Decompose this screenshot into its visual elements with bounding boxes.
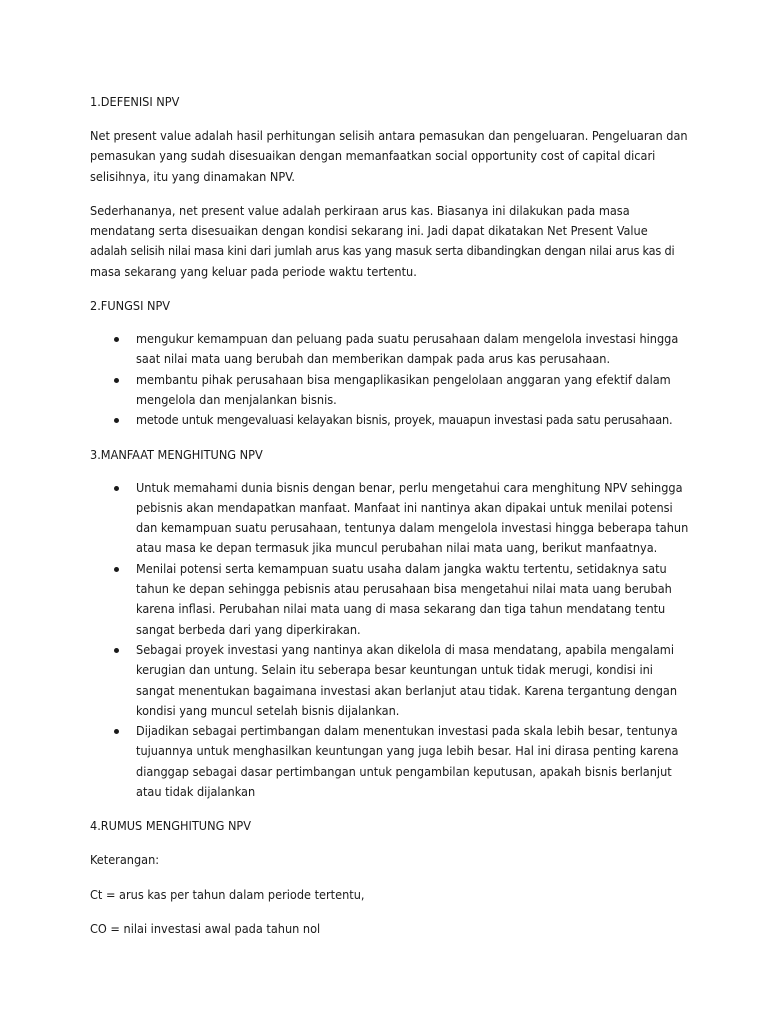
text-line: tahun ke depan sehingga pebisnis atau perusahaan bisa mengetahui nilai mata uang berubah [136, 581, 672, 597]
text-line: adalah selisih nilai masa kini dari jumlah arus kas yang masuk serta dibandingkan dengan nilai arus kas di [90, 243, 675, 259]
text-line: mendatang serta disesuaikan dengan kondisi sekarang ini. Jadi dapat dikatakan Net Present Value [90, 223, 648, 239]
text-line: masa sekarang yang keluar pada periode waktu tertentu. [90, 263, 417, 279]
list-item [90, 329, 688, 370]
text-line: Sebagai proyek investasi yang nantinya akan dikelola di masa mendatang, apabila mengalami [136, 641, 674, 657]
bullet-icon [114, 337, 119, 342]
text-line: mengelola dan menjalankan bisnis. [136, 391, 337, 407]
bullet-icon [114, 648, 119, 653]
text-line: karena inflasi. Perubahan nilai mata uang di masa sekarang dan tiga tahun mendatang tentu [136, 601, 666, 617]
section-heading-definisi: 1.DEFENISI NPV [90, 94, 180, 109]
text-line: sangat menentukan bagaimana investasi akan berlanjut atau tidak. Karena tergantung dengan [136, 682, 678, 698]
section-heading-rumus: 4.RUMUS MENGHITUNG NPV [90, 818, 252, 834]
list-item [90, 721, 688, 802]
paragraph-definisi-2 [90, 201, 688, 282]
text-line: Net present value adalah hasil perhitungan selisih antara pemasukan dan pengeluaran. Pengeluaran dan [90, 128, 688, 143]
text-line: selisihnya, itu yang dinamakan NPV. [90, 168, 295, 184]
keterangan-label: Keterangan: [90, 852, 160, 868]
list-item [90, 640, 688, 721]
fungsi-list [90, 329, 688, 430]
list-item [90, 370, 688, 411]
text-line: kondisi yang muncul setelah bisnis dijalankan. [136, 702, 400, 718]
text-line: metode untuk mengevaluasi kelayakan bisnis, proyek, mauapun investasi pada satu perusahaan. [136, 412, 673, 428]
list-item [90, 478, 688, 559]
list-item [90, 559, 688, 640]
text-line: dianggap sebagai dasar pertimbangan untuk pengambilan keputusan, apakah bisnis berlanjut [136, 763, 672, 779]
text-line: mengukur kemampuan dan peluang pada suatu perusahaan dalam mengelola investasi hingga [136, 331, 679, 347]
list-item [90, 410, 688, 430]
section-heading-fungsi: 2.FUNGSI NPV [90, 298, 171, 314]
text-line: tujuannya untuk menghasilkan keuntungan yang juga lebih besar. Hal ini dirasa penting karena [136, 743, 679, 759]
definition-ct: Ct = arus kas per tahun dalam periode tertentu, [90, 886, 365, 902]
text-line: saat nilai mata uang berubah dan memberikan dampak pada arus kas perusahaan. [136, 351, 611, 367]
bullet-icon [114, 418, 119, 423]
text-line: Untuk memahami dunia bisnis dengan benar, perlu mengetahui cara menghitung NPV sehingga [136, 479, 683, 495]
bullet-icon [114, 486, 119, 491]
text-line: membantu pihak perusahaan bisa mengaplikasikan pengelolaan anggaran yang efektif dalam [136, 371, 671, 387]
text-line: atau masa ke depan termasuk jika muncul perubahan nilai mata uang, berikut manfaatnya. [136, 540, 658, 556]
text-line: dan kemampuan suatu perusahaan, tentunya dalam mengelola investasi hingga beberapa tahun [136, 520, 689, 536]
manfaat-list [90, 478, 688, 803]
text-line: Dijadikan sebagai pertimbangan dalam menentukan investasi pada skala lebih besar, tentunya [136, 723, 678, 739]
bullet-icon [114, 567, 119, 572]
text-line: sangat berbeda dari yang diperkirakan. [136, 621, 361, 637]
text-line: Menilai potensi serta kemampuan suatu usaha dalam jangka waktu tertentu, setidaknya satu [136, 560, 667, 576]
paragraph-definisi-1 [90, 126, 688, 187]
text-line: pebisnis akan mendapatkan manfaat. Manfaat ini nantinya akan dipakai untuk menilai potensi [136, 499, 673, 515]
text-line: atau tidak dijalankan [136, 784, 256, 800]
text-line: Sederhananya, net present value adalah perkiraan arus kas. Biasanya ini dilakukan pada masa [90, 202, 630, 218]
text-line: kerugian dan untung. Selain itu seberapa besar keuntungan untuk tidak merugi, kondisi ini [136, 662, 653, 678]
bullet-icon [114, 729, 119, 734]
section-heading-manfaat: 3.MANFAAT MENGHITUNG NPV [90, 446, 263, 462]
text-line: pemasukan yang sudah disesuaikan dengan memanfaatkan social opportunity cost of capital dicari [90, 148, 656, 164]
definition-co: CO = nilai investasi awal pada tahun nol [90, 920, 321, 936]
bullet-icon [114, 378, 119, 383]
